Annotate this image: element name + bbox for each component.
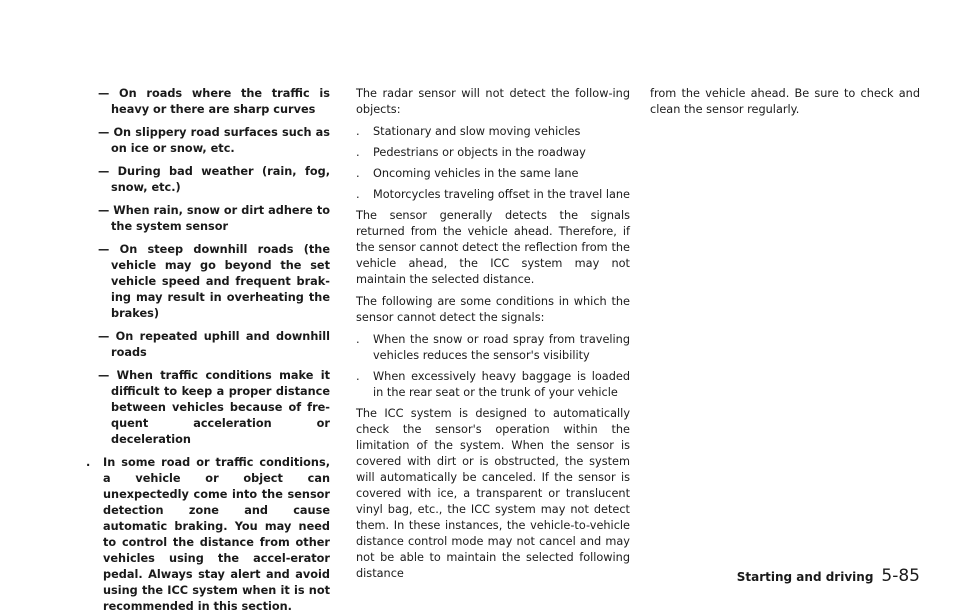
list-item-text: Stationary and slow moving vehicles: [373, 125, 581, 138]
list-item-text: Oncoming vehicles in the same lane: [373, 167, 579, 180]
page-number: 5-85: [881, 566, 920, 586]
warning-bullet-item: [86, 455, 330, 615]
dash-item: — On slippery road surfaces such as on ice or snow, etc.: [98, 126, 330, 155]
left-column: [86, 86, 330, 615]
list-item: [356, 145, 630, 161]
list-item: [356, 166, 630, 182]
bullet-icon: .: [356, 125, 360, 138]
list-item: [356, 332, 630, 364]
list-item-text: Motorcycles traveling offset in the travel lane: [373, 188, 631, 201]
dash-item: — During bad weather (rain, fog, snow, etc.): [98, 165, 330, 194]
dash-item: — On repeated uphill and downhill roads: [98, 330, 330, 359]
page-footer: [737, 566, 920, 586]
list-item-text: When the snow or road spray from traveling vehicles reduces the sensor's visibility: [373, 333, 630, 362]
bullet-icon: .: [356, 167, 360, 180]
continuation-paragraph: from the vehicle ahead. Be sure to check and clean the sensor regularly.: [650, 87, 920, 116]
conditions-intro-paragraph: The following are some conditions in which the sensor cannot detect the signals:: [356, 295, 630, 324]
list-item-text: When excessively heavy baggage is loaded in the rear seat or the trunk of your vehicle: [373, 370, 630, 399]
dash-item: — On roads where the traffic is heavy or there are sharp curves: [98, 87, 330, 116]
bullet-icon: .: [356, 188, 360, 201]
warning-bullet-text: In some road or traffic conditions, a vehicle or object can unexpectedly come into the sensor detection zone and cause automatic braking. You may need to control the distance from other vehicles using the accel-erator pedal. Always stay alert and avoid using the ICC system when it is not recommended in this section.: [103, 456, 330, 613]
bullet-icon: .: [356, 146, 360, 159]
list-item: [356, 187, 630, 203]
right-column: [650, 86, 920, 124]
intro-paragraph: The radar sensor will not detect the follow-ing objects:: [356, 87, 630, 116]
bullet-icon: .: [86, 456, 91, 469]
dash-item: — When rain, snow or dirt adhere to the system sensor: [98, 204, 330, 233]
signals-paragraph: The sensor generally detects the signals returned from the vehicle ahead. Therefore, if the sensor cannot detect the reflection from the vehicle ahead, the ICC system may not maintain the selected distance.: [356, 209, 630, 286]
dash-item: — On steep downhill roads (the vehicle may go beyond the set vehicle speed and frequent brak-ing may result in overheating the brakes): [98, 243, 330, 320]
list-item-text: Pedestrians or objects in the roadway: [373, 146, 586, 159]
footer-section-title: Starting and driving: [736, 570, 874, 584]
list-item: [356, 124, 630, 140]
list-item: [356, 369, 630, 401]
bullet-icon: .: [356, 333, 360, 346]
icc-paragraph: The ICC system is designed to automatically check the sensor's operation within the limitation of the system. When the sensor is covered with dirt or is obstructed, the system will automatically be canceled. If the sensor is covered with ice, a transparent or translucent vinyl bag, etc., the ICC system may not detect them. In these instances, the vehicle-to-vehicle distance control mode may not cancel and may not be able to maintain the selected following distance: [356, 407, 630, 580]
dash-item: — When traffic conditions make it difficult to keep a proper distance between vehicles because of fre-quent acceleration or deceleration: [98, 369, 330, 446]
bullet-icon: .: [356, 370, 360, 383]
middle-column: [356, 86, 630, 588]
